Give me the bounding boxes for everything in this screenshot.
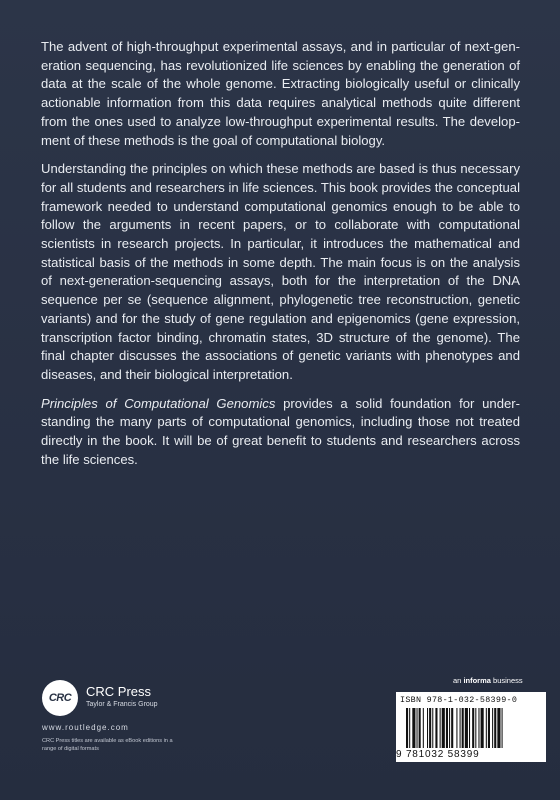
barcode-bar	[488, 708, 490, 748]
informa-prefix: an	[453, 676, 464, 685]
barcode-bar	[472, 708, 474, 748]
barcode-digits-text: 9 781032 58399	[396, 749, 480, 760]
barcode-bar	[440, 708, 441, 748]
barcode-bar	[460, 708, 461, 748]
barcode-bar	[469, 708, 470, 748]
barcode-bar	[465, 708, 468, 748]
barcode-bar	[406, 708, 408, 748]
publisher-website: www.routledge.com	[42, 723, 129, 732]
barcode-bar	[446, 708, 448, 748]
blurb-paragraph-2: Understanding the principles on which these methods are based is thus necessary for all students and researchers in life sciences. This book provides the conceptual framework needed to understand computational genomics enough to be able to follow the arguments in recent papers, or to collaborate with computational scientists in research projects. In particular, it introduces the mathematical and statistical basis of the methods in some depth. The main focus is on the analysis of next-generation-sequencing assays, both for the interpretation of the DNA sequence per se (sequence alignment, phylogenetic tree reconstruction, genetic variants) and for the study of gene regulation and epigenomics (gene expression, transcription factor binding, chromatin states, 3D structure of the genome). The final chapter discusses the associations of genetic variants with phenotypes and diseases, and their biological interpretation.	[41, 161, 520, 382]
publisher-group: Taylor & Francis Group	[86, 701, 158, 708]
barcode-bar	[492, 708, 493, 748]
isbn-text: ISBN 978-1-032-58399-0	[400, 695, 518, 705]
barcode-bar	[429, 708, 431, 748]
barcode-bar	[451, 708, 453, 748]
crc-logo-icon	[42, 680, 78, 716]
barcode-bar	[494, 708, 496, 748]
barcode-bar	[462, 708, 464, 748]
informa-business-tag	[453, 676, 523, 685]
barcode-digits	[396, 749, 480, 760]
book-title-italic: Principles of Computational Genomics	[41, 395, 276, 411]
barcode-bar	[432, 708, 433, 748]
barcode-bar	[412, 708, 415, 748]
barcode-bar	[449, 708, 450, 748]
informa-brand: informa	[463, 676, 491, 685]
cover-blurb	[41, 38, 520, 479]
barcode-bar	[427, 708, 428, 748]
barcode-bar	[417, 708, 418, 748]
barcode-bar	[486, 708, 487, 748]
publisher-name: CRC Press	[86, 684, 152, 699]
barcode-bar	[423, 708, 424, 748]
barcode-bar	[475, 708, 476, 748]
barcode-bar	[478, 708, 479, 748]
barcode-bar	[442, 708, 445, 748]
barcode-box	[396, 692, 546, 762]
barcode-bars	[406, 708, 536, 748]
ebook-note: CRC Press titles are available as eBook editions in a range of digital formats	[42, 738, 173, 752]
blurb-paragraph-3-text: provides a solid foundation for understanding the many parts of computational genomics, including those not treated directly in the book. It will be of great benefit to students and researchers across the life sciences.	[41, 395, 521, 467]
barcode-bar	[456, 708, 457, 748]
barcode-bar	[409, 708, 410, 748]
barcode-bar	[502, 708, 503, 748]
barcode-bar	[435, 708, 437, 748]
barcode-bar	[419, 708, 421, 748]
crc-logo-text: CRC	[48, 692, 72, 704]
barcode-bar	[481, 708, 484, 748]
blurb-paragraph-3	[41, 395, 520, 470]
barcode-bar	[497, 708, 500, 748]
blurb-paragraph-1: The advent of high-throughput experimental assays, and in particular of next-generation sequencing, has revolutionized life sciences by enabling the generation of data at the scale of the whole genome. Extracting biologically useful or clinically actionable information from this data requires analytical methods quite different from the ones used to analyze low-throughput experimental results. The development of these methods is the goal of computational biology.	[41, 39, 520, 148]
informa-suffix: business	[490, 676, 523, 685]
